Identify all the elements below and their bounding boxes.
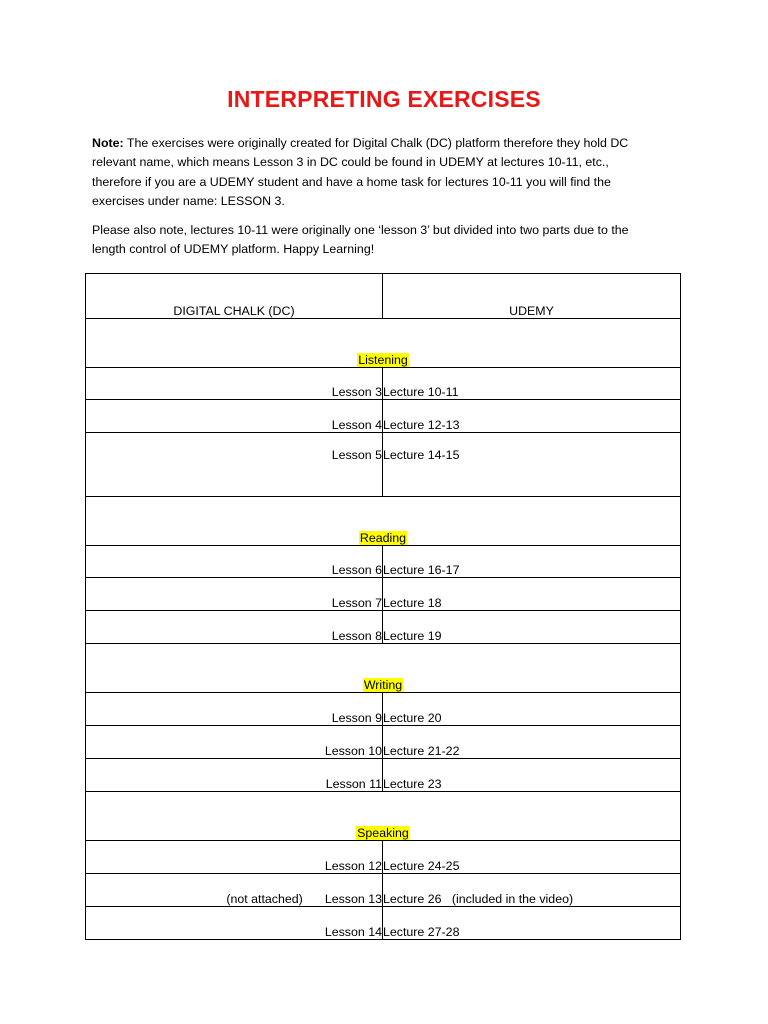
please-note-line-1: Please also note, lectures 10-11 were originally one ‘lesson 3’ but divided into two parts due to the [92, 223, 629, 237]
lecture-cell: Lecture 21-22 [383, 726, 681, 759]
table-row [86, 841, 681, 874]
lecture-cell: Lecture 10-11 [383, 368, 681, 400]
lesson-cell: Lesson 14 [86, 907, 383, 940]
lesson-cell: Lesson 5 [86, 433, 383, 497]
note-line-1 [92, 134, 692, 153]
lesson-cell: Lesson 10 [86, 726, 383, 759]
lesson-cell: Lesson 6 [86, 546, 383, 578]
please-note-paragraph [92, 221, 692, 260]
section-row-reading [86, 497, 681, 546]
section-row-writing [86, 644, 681, 693]
lesson-label: Lesson 13 [324, 892, 382, 906]
table-row [86, 611, 681, 644]
section-label-speaking: Speaking [357, 826, 409, 840]
lecture-cell: Lecture 26 (included in the video) [383, 874, 681, 907]
lecture-cell: Lecture 27-28 [383, 907, 681, 940]
lecture-cell: Lecture 16-17 [383, 546, 681, 578]
table-header-row [86, 274, 681, 319]
table-row [86, 578, 681, 611]
lecture-cell: Lecture 19 [383, 611, 681, 644]
note-label: Note: [92, 136, 124, 150]
lesson-cell: Lesson 9 [86, 693, 383, 726]
section-row-speaking [86, 792, 681, 841]
mapping-table [85, 273, 681, 940]
table-row [86, 759, 681, 792]
lesson-cell: Lesson 3 [86, 368, 383, 400]
note-text-1: The exercises were originally created for Digital Chalk (DC) platform therefore they hold DC [123, 136, 629, 150]
lesson-cell: Lesson 4 [86, 400, 383, 433]
section-label-writing: Writing [363, 678, 403, 692]
table-row [86, 693, 681, 726]
page-title: INTERPRETING EXERCISES [227, 86, 541, 112]
please-note-line-2: length control of UDEMY platform. Happy Learning! [92, 242, 375, 257]
lesson-cell [86, 874, 383, 907]
note-line-2: relevant name, which means Lesson 3 in DC could be found in UDEMY at lectures 10-11, etc., [92, 155, 609, 170]
table-row [86, 433, 681, 497]
table-row [86, 368, 681, 400]
section-label-listening: Listening [358, 353, 408, 367]
lecture-cell: Lecture 23 [383, 759, 681, 792]
lesson-cell: Lesson 11 [86, 759, 383, 792]
lecture-cell: Lecture 12-13 [383, 400, 681, 433]
lesson-cell: Lesson 8 [86, 611, 383, 644]
lecture-cell: Lecture 24-25 [383, 841, 681, 874]
section-label-reading: Reading [359, 531, 407, 545]
table-row [86, 400, 681, 433]
lesson-cell: Lesson 7 [86, 578, 383, 611]
lesson-cell: Lesson 12 [86, 841, 383, 874]
section-row-listening [86, 319, 681, 368]
table-row [86, 907, 681, 940]
note-line-4: exercises under name: LESSON 3. [92, 194, 285, 209]
table-row [86, 874, 681, 907]
lecture-cell: Lecture 14-15 [383, 433, 681, 497]
lecture-cell: Lecture 18 [383, 578, 681, 611]
header-udemy: UDEMY [383, 274, 681, 319]
table-row [86, 546, 681, 578]
lecture-cell: Lecture 20 [383, 693, 681, 726]
note-line-3: therefore if you are a UDEMY student and have a home task for lectures 10-11 you will find the [92, 174, 611, 189]
header-digital-chalk: DIGITAL CHALK (DC) [86, 274, 383, 319]
note-paragraph [92, 134, 692, 212]
not-attached-note: (not attached) [226, 892, 303, 906]
table-row [86, 726, 681, 759]
